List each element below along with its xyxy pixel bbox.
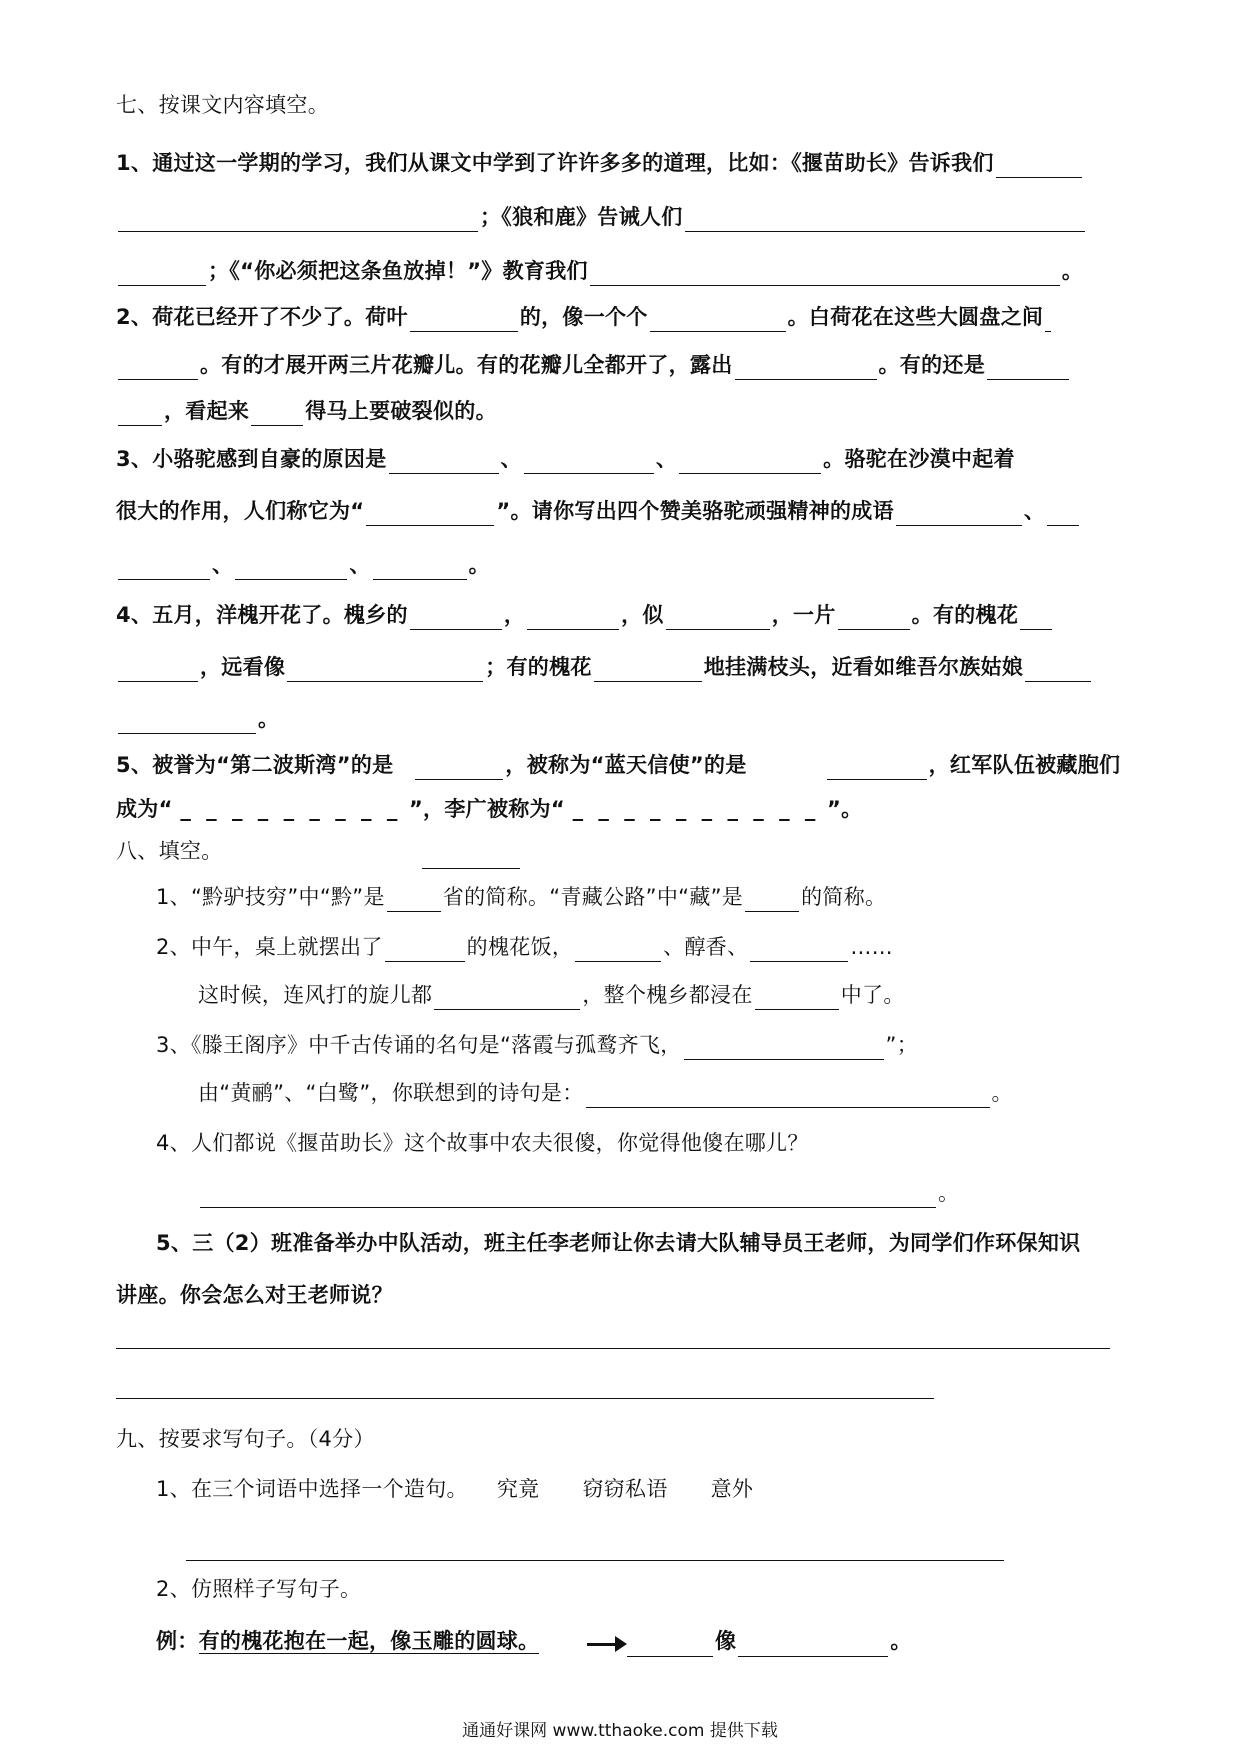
answer-line[interactable] [116,1398,934,1399]
section-7-title: 七、按课文内容填空。 [116,93,329,117]
answer-blank[interactable] [755,983,839,1010]
answer-blank[interactable] [118,205,478,232]
q8-1: 1、“黔驴技穷”中“黔”是 省的简称。“青藏公路”中“藏”是 的简称。 [156,882,886,912]
q8-3-line2: 由“黄鹂”、“白鹭”，你联想到的诗句是： 。 [198,1078,1013,1108]
q8-5-line2: 讲座。你会怎么对王老师说？ [116,1283,393,1307]
q9-2: 2、仿照样子写句子。 [156,1577,362,1601]
answer-blank[interactable] [287,655,483,682]
answer-blank[interactable] [410,603,502,630]
answer-blank[interactable] [200,1181,936,1208]
word-option-1: 究竟 [496,1477,540,1501]
answer-blank[interactable] [627,1630,713,1657]
q8-4: 4、人们都说《揠苗助长》这个故事中农夫很傻，你觉得他傻在哪儿？ [156,1131,809,1155]
answer-blank[interactable] [745,885,799,912]
q7-2-line3: ，看起来 得马上要破裂似的。 [116,396,497,426]
dashed-blank[interactable]: _ _ _ _ _ _ _ _ _ _ [572,797,820,821]
answer-blank[interactable] [586,1081,990,1108]
answer-blank[interactable] [415,753,503,780]
q7-1-line1: 1、通过这一学期的学习，我们从课文中学到了许许多多的道理，比如：《揠苗助长》告诉我们 [116,148,1084,178]
answer-blank[interactable] [387,885,441,912]
q7-4-line1: 4、五月，洋槐开花了。槐乡的 ， ，似 ，一片 。有的槐花 [116,600,1054,630]
answer-blank[interactable] [996,151,1082,178]
dashed-blank[interactable]: _ _ _ _ _ _ _ _ _ [180,797,402,821]
answer-blank[interactable] [235,553,347,580]
answer-blank[interactable] [118,259,206,286]
answer-blank[interactable] [1045,305,1051,332]
answer-blank[interactable] [987,353,1069,380]
q7-5-line2: 成为“ _ _ _ _ _ _ _ _ _ ”，李广被称为“ _ _ _ _ _ _ _ _ _ _ ”。 [116,797,863,821]
answer-blank[interactable] [524,447,654,474]
q7-4-line3: 。 [116,704,279,734]
answer-blank[interactable] [527,603,619,630]
answer-blank[interactable] [389,447,499,474]
answer-blank[interactable] [118,553,210,580]
answer-blank[interactable] [118,353,198,380]
section-8-title: 八、填空。 [116,839,223,863]
answer-blank[interactable] [594,655,702,682]
answer-blank[interactable] [738,1630,888,1657]
answer-blank[interactable] [251,399,303,426]
answer-blank[interactable] [1020,603,1052,630]
q8-4-answer: 。 [198,1178,959,1208]
answer-blank[interactable] [838,603,910,630]
q7-1-line2: ；《狼和鹿》告诫人们 [116,202,1087,232]
answer-blank[interactable] [650,305,786,332]
q9-1: 1、在三个词语中选择一个造句。 究竟 窃窃私语 意外 [156,1477,754,1501]
q7-1-line3: ；《“你必须把这条鱼放掉！”》教育我们 。 [116,256,1083,286]
answer-blank[interactable] [1047,499,1079,526]
q8-5-line1: 5、三（2）班准备举办中队活动，班主任李老师让你去请大队辅导员王老师，为同学们作环保知识 [156,1231,1081,1255]
answer-blank[interactable] [827,753,927,780]
example-sentence: 有的槐花抱在一起，像玉雕的圆球。 [198,1629,540,1653]
answer-blank[interactable] [750,935,848,962]
q8-3-line1: 3、《滕王阁序》中千古传诵的名句是“落霞与孤鹜齐飞， ”； [156,1030,918,1060]
answer-blank[interactable] [434,983,580,1010]
answer-blank[interactable] [666,603,770,630]
q7-2-line1: 2、荷花已经开了不少了。荷叶 的，像一个个 。白荷花在这些大圆盘之间 [116,302,1053,332]
q8-2-line1: 2、中午，桌上就摆出了 的槐花饭， 、醇香、 …… [156,932,893,962]
q7-3-line3: 、 、 。 [116,550,490,580]
q8-2-line2: 这时候，连风打的旋儿都 ，整个槐乡都浸在 中了。 [198,980,905,1010]
answer-blank[interactable] [590,259,1060,286]
answer-blank[interactable] [735,353,877,380]
word-option-3: 意外 [710,1477,754,1501]
page-footer: 通通好课网 www.tthaoke.com 提供下载 [462,1721,778,1741]
answer-line[interactable] [186,1560,1004,1561]
answer-blank[interactable] [410,305,518,332]
answer-blank[interactable] [118,707,256,734]
answer-blank[interactable] [1025,655,1091,682]
section-9-title: 九、按要求写句子。（4分） [116,1427,375,1451]
arrow-right-icon [585,1631,629,1657]
answer-blank[interactable] [385,935,465,962]
q9-2-example: 例：有的槐花抱在一起，像玉雕的圆球。 像 。 [156,1626,912,1656]
answer-blank[interactable] [685,205,1085,232]
stray-rule [422,868,520,869]
q7-3-line2: 很大的作用，人们称它为“ ”。请你写出四个赞美骆驼顽强精神的成语 、 [116,496,1081,526]
answer-blank[interactable] [679,447,821,474]
answer-blank[interactable] [118,655,198,682]
answer-blank[interactable] [896,499,1022,526]
q7-5-line1: 5、被誉为“第二波斯湾”的是 ，被称为“蓝天信使”的是 ，红军队伍被藏胞们 [116,750,1120,780]
answer-blank[interactable] [366,499,494,526]
q7-2-line2: 。有的才展开两三片花瓣儿。有的花瓣儿全都开了，露出 。有的还是 [116,350,1071,380]
q7-4-line2: ，远看像 ；有的槐花 地挂满枝头，近看如维吾尔族姑娘 [116,652,1093,682]
answer-blank[interactable] [575,935,661,962]
answer-blank[interactable] [684,1033,884,1060]
answer-blank[interactable] [373,553,467,580]
word-option-2: 窃窃私语 [582,1477,668,1501]
q7-3-line1: 3、小骆驼感到自豪的原因是 、 、 。骆驼在沙漠中起着 [116,444,1015,474]
answer-line[interactable] [116,1348,1110,1349]
answer-blank[interactable] [118,399,162,426]
